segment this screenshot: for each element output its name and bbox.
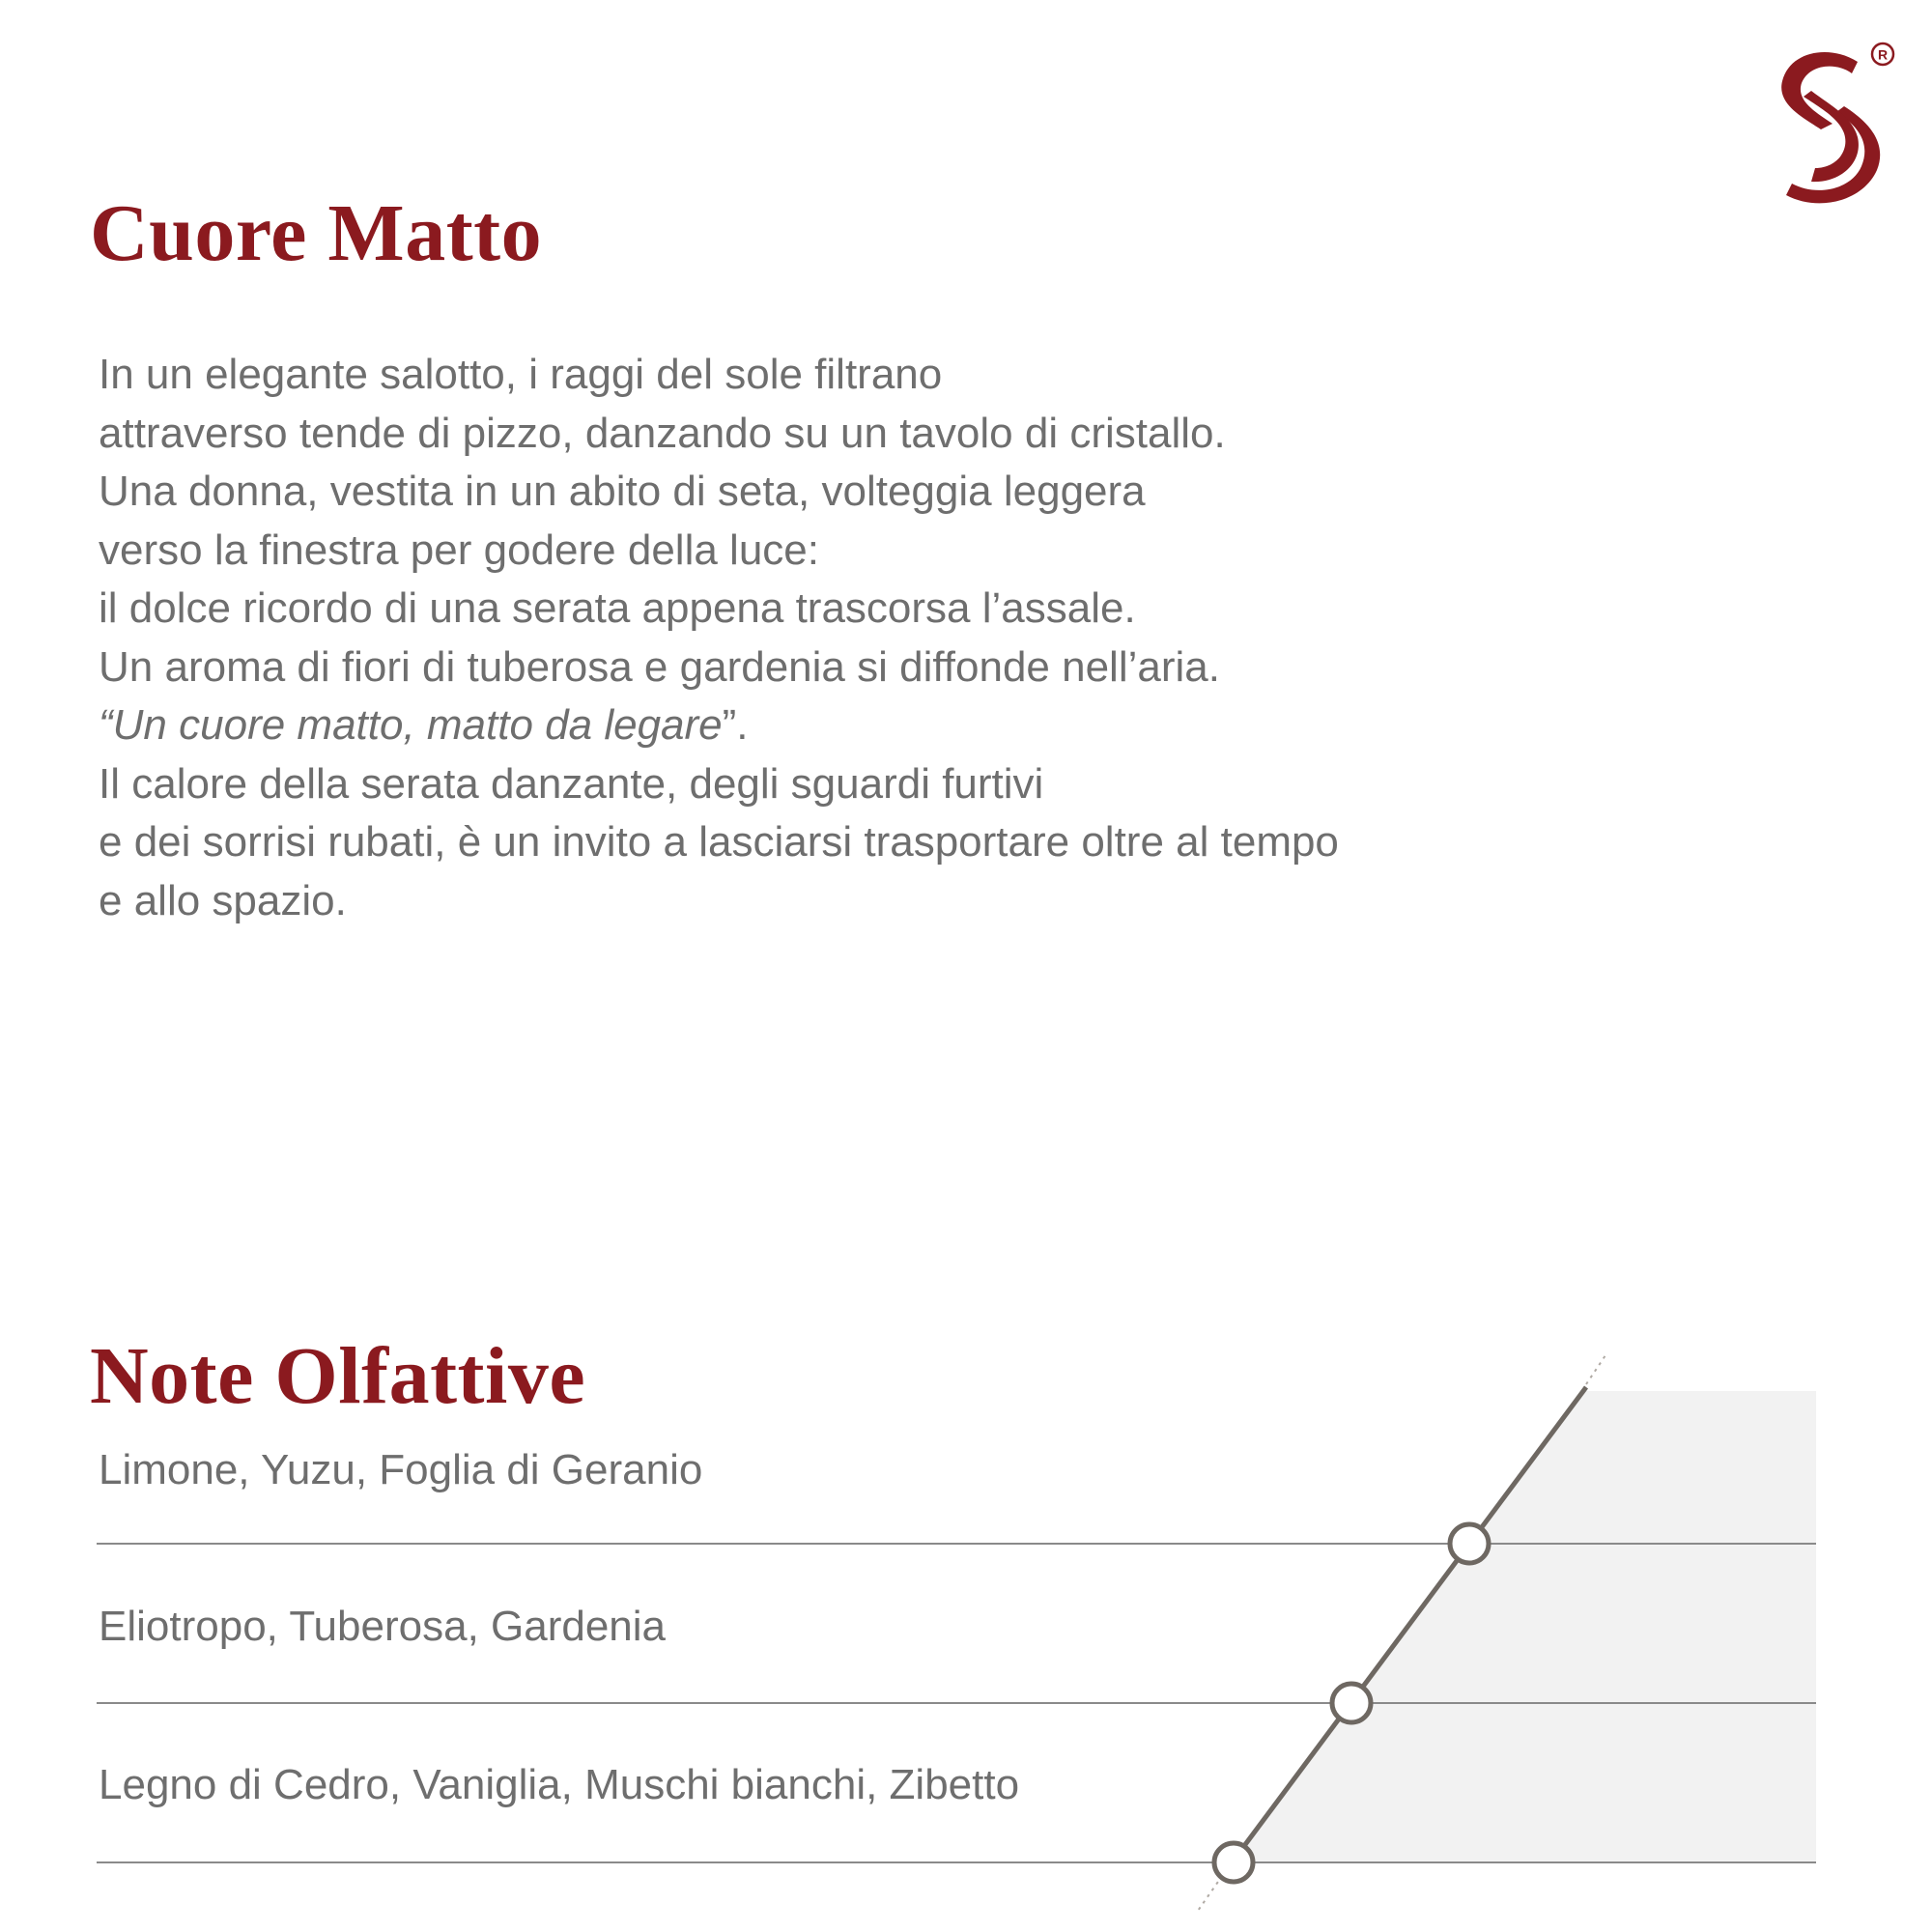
heart-notes: Eliotropo, Tuberosa, Gardenia <box>99 1603 667 1650</box>
notes-shaded-area <box>1232 1391 1816 1862</box>
story-quote: Un cuore matto, matto da legare <box>112 701 723 749</box>
story-line: Un aroma di fiori di tuberosa e gardenia si diffonde nell’aria. <box>99 642 1220 691</box>
quote-open: “ <box>99 701 113 749</box>
notes-title: Note Olfattive <box>90 1331 586 1421</box>
node-top <box>1450 1524 1489 1563</box>
top-notes: Limone, Yuzu, Foglia di Geranio <box>99 1446 703 1493</box>
diagonal-dotted-top <box>1586 1355 1605 1384</box>
story-line: In un elegante salotto, i raggi del sole filtrano <box>99 351 943 398</box>
quote-close: ”. <box>722 701 749 749</box>
story-line: attraverso tende di pizzo, danzando su un tavolo di cristallo. <box>99 409 1226 457</box>
story-line: e dei sorrisi rubati, è un invito a lasciarsi trasportare oltre al tempo <box>99 818 1339 866</box>
story-line: verso la finestra per godere della luce: <box>99 526 819 574</box>
node-heart <box>1332 1684 1371 1722</box>
product-title: Cuore Matto <box>90 188 543 278</box>
base-notes: Legno di Cedro, Vaniglia, Muschi bianchi, Zibetto <box>99 1761 1020 1808</box>
svg-text:R: R <box>1877 46 1889 63</box>
node-base <box>1214 1843 1253 1882</box>
story-line: il dolce ricordo di una serata appena trascorsa l’assale. <box>99 584 1136 632</box>
story-line: e allo spazio. <box>99 876 347 924</box>
story-line: Il calore della serata danzante, degli sguardi furtivi <box>99 759 1044 808</box>
story-line: Una donna, vestita in un abito di seta, volteggia leggera <box>99 468 1146 515</box>
